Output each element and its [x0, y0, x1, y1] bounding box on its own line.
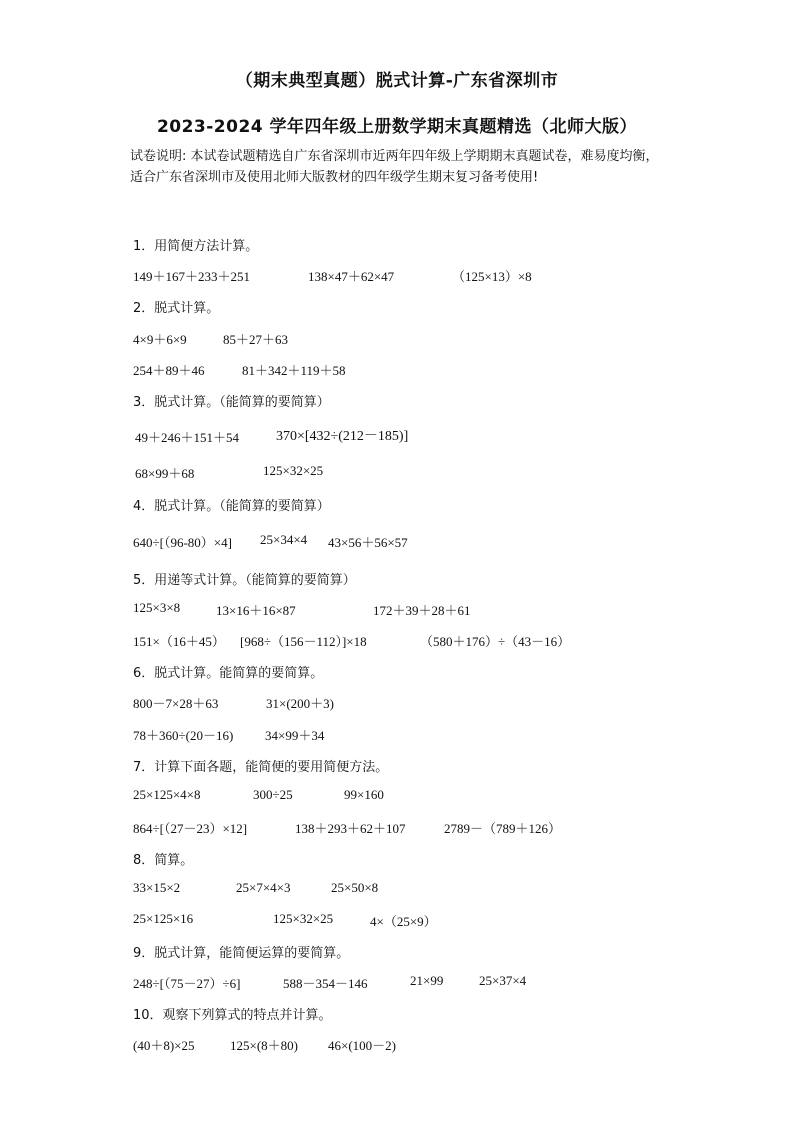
expression: 25×37×4	[479, 973, 527, 988]
expression: 34×99＋34	[265, 728, 325, 743]
title-line-1: （期末典型真题）脱式计算-广东省深圳市	[235, 71, 559, 91]
expression: 138＋293＋62＋107	[295, 821, 406, 836]
exam-intro: 试卷说明: 本试卷试题精选自广东省深圳市近两年四年级上学期期末真题试卷，难易度均衡，适合广东省深圳市及使用北师大版教材的四年级学生期末复习备考使用!	[130, 149, 659, 185]
question-9-title: 9．脱式计算，能简便运算的要简算。	[133, 946, 350, 961]
expression: （580＋176）÷（43－16）	[420, 634, 571, 649]
expression: 25×50×8	[331, 880, 379, 895]
expression: [968÷（156－112）]×18	[240, 634, 367, 649]
expression: 125×(8＋80)	[230, 1038, 298, 1053]
expression: (40＋8)×25	[133, 1038, 195, 1053]
question-1-title: 1．用简便方法计算。	[133, 239, 259, 254]
expression: （125×13）×8	[452, 269, 532, 284]
expression: 2789－（789＋126）	[444, 821, 562, 836]
expression: 4×（25×9）	[370, 914, 437, 929]
expression: 21×99	[410, 973, 444, 988]
question-10-title: 10．观察下列算式的特点并计算。	[133, 1008, 332, 1023]
expression: 99×160	[344, 787, 384, 802]
expression: 588－354－146	[283, 976, 368, 991]
question-4-title: 4．脱式计算。（能简算的要简算）	[133, 499, 330, 514]
expression: 81＋342＋119＋58	[242, 363, 346, 378]
expression: 43×56＋56×57	[328, 535, 408, 550]
question-2-title: 2．脱式计算。	[133, 301, 220, 316]
expression: 151×（16＋45）	[133, 634, 225, 649]
expression: 78＋360÷(20－16)	[133, 728, 234, 743]
expression: 25×7×4×3	[236, 880, 291, 895]
question-8-title: 8．简算。	[133, 853, 194, 868]
expression: 125×32×25	[263, 463, 324, 478]
expression: 68×99＋68	[135, 466, 195, 481]
expression: 248÷[（75－27）÷6]	[133, 976, 241, 991]
expression: 254＋89＋46	[133, 363, 205, 378]
title-line-2: 2023-2024 学年四年级上册数学期末真题精选（北师大版）	[156, 117, 638, 137]
expression: 125×32×25	[273, 911, 334, 926]
expression: 33×15×2	[133, 880, 181, 895]
expression: 864÷[（27－23）×12]	[133, 821, 248, 836]
question-7-title: 7．计算下面各题，能简便的要用简便方法。	[133, 760, 389, 775]
expression: 800－7×28＋63	[133, 696, 219, 711]
expression: 49＋246＋151＋54	[135, 430, 240, 445]
expression: 85＋27＋63	[223, 332, 289, 347]
question-5-title: 5．用递等式计算。（能简算的要简算）	[133, 573, 356, 588]
expression: 300÷25	[253, 787, 293, 802]
question-6-title: 6．脱式计算。能简算的要简算。	[133, 666, 324, 681]
expression: 149＋167＋233＋251	[133, 269, 251, 284]
expression: 25×34×4	[260, 532, 308, 547]
expression: 370×[432÷(212－185)]	[276, 429, 409, 444]
expression: 172＋39＋28＋61	[373, 603, 471, 618]
expression: 25×125×4×8	[133, 787, 201, 802]
question-3-title: 3．脱式计算。（能简算的要简算）	[133, 395, 330, 410]
expression: 4×9＋6×9	[133, 332, 187, 347]
expression: 138×47＋62×47	[308, 269, 395, 284]
expression: 640÷[（96-80）×4]	[133, 535, 232, 550]
expression: 125×3×8	[133, 600, 181, 615]
expression: 25×125×16	[133, 911, 194, 926]
expression: 46×(100－2)	[328, 1038, 396, 1053]
expression: 31×(200＋3)	[266, 696, 334, 711]
expression: 13×16＋16×87	[216, 603, 296, 618]
